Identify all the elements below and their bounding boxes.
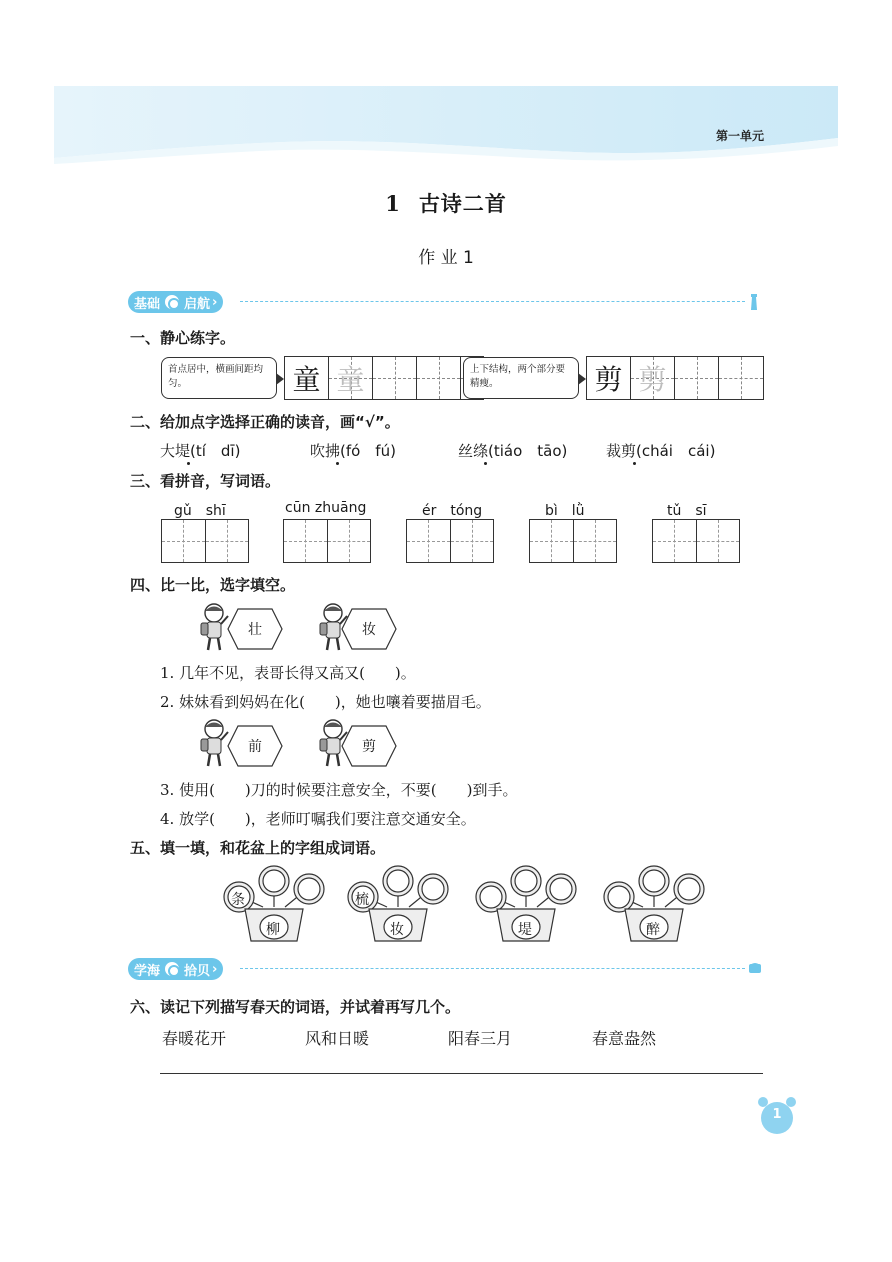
choice-hexagon bbox=[226, 724, 284, 768]
choice-hexagon bbox=[340, 724, 398, 768]
page-number: 1 bbox=[772, 1107, 782, 1122]
banner-divider bbox=[240, 968, 745, 969]
section-2-title: 二、给加点字选择正确的读音，画“√”。 bbox=[130, 413, 400, 431]
choice-hexagon bbox=[340, 607, 398, 651]
pot-character: 妆 bbox=[390, 922, 404, 938]
banner-left-text: 学海 bbox=[134, 963, 161, 979]
answer-grid[interactable] bbox=[283, 519, 371, 563]
question-item: 4. 放学( )，老师叮嘱我们要注意交通安全。 bbox=[160, 810, 476, 828]
page-number-badge bbox=[757, 1094, 797, 1136]
idiom-item: 春暖花开 bbox=[162, 1029, 227, 1048]
tip-bubble-2: 上下结构，两个部分要精瘦。 bbox=[463, 357, 579, 399]
homework-title: 作 业 1 bbox=[418, 248, 474, 268]
flower-pot bbox=[473, 865, 579, 943]
home-icon bbox=[163, 293, 181, 311]
banner-pill: 基础 启航 › bbox=[128, 291, 223, 313]
tip-bubble-1: 首点居中，横画间距均匀。 bbox=[161, 357, 277, 399]
banner-right-text: 拾贝 bbox=[184, 963, 211, 979]
grid-cell-sample bbox=[285, 357, 329, 399]
sample-character: 童 bbox=[292, 363, 321, 396]
writing-line[interactable] bbox=[160, 1073, 763, 1074]
emphasis-dot bbox=[187, 462, 190, 465]
answer-grid[interactable] bbox=[652, 519, 740, 563]
writing-grid-2 bbox=[586, 356, 764, 400]
pronunciation-items bbox=[160, 440, 760, 462]
banner-left-text: 基础 bbox=[134, 296, 161, 312]
lesson-title bbox=[0, 188, 892, 218]
emphasis-dot bbox=[484, 462, 487, 465]
lesson-number: 1 bbox=[385, 191, 401, 216]
flower-character: 梳 bbox=[355, 892, 369, 908]
banner-right-text: 启航 bbox=[184, 296, 211, 312]
choice-character: 剪 bbox=[362, 739, 376, 755]
lighthouse-icon bbox=[748, 293, 760, 311]
section-6-title: 六、读记下列描写春天的词语，并试着再写几个。 bbox=[130, 998, 461, 1016]
grid-cell-empty[interactable] bbox=[675, 357, 719, 399]
trace-character: 童 bbox=[336, 363, 365, 396]
grid-cell-empty[interactable] bbox=[719, 357, 763, 399]
banner-pill: 学海 拾贝 › bbox=[128, 958, 223, 980]
treasure-chest-icon bbox=[748, 960, 762, 974]
sample-character: 剪 bbox=[594, 363, 623, 396]
pot-character: 堤 bbox=[518, 922, 532, 938]
question-item: 2. 妹妹看到妈妈在化( )，她也嚷着要描眉毛。 bbox=[160, 693, 491, 711]
pronunciation-item[interactable]: 裁剪(chái cái) bbox=[606, 442, 716, 460]
grid-cell-empty[interactable] bbox=[373, 357, 417, 399]
shell-icon bbox=[163, 960, 181, 978]
choice-character: 壮 bbox=[248, 622, 262, 638]
trace-character: 剪 bbox=[638, 363, 667, 396]
section-1-title: 一、静心练字。 bbox=[130, 329, 236, 347]
pronunciation-item[interactable]: 丝绦(tiáo tāo) bbox=[458, 442, 568, 460]
choice-hexagon bbox=[226, 607, 284, 651]
pot-character: 柳 bbox=[266, 922, 280, 938]
banner-foundation bbox=[128, 291, 223, 313]
grid-cell-trace bbox=[329, 357, 373, 399]
pinyin-label: tǔ sī bbox=[667, 503, 707, 519]
pronunciation-item[interactable]: 大堤(tí dī) bbox=[160, 442, 241, 460]
lesson-name: 古诗二首 bbox=[418, 191, 507, 216]
section-4-title: 四、比一比，选字填空。 bbox=[130, 576, 296, 594]
answer-grid[interactable] bbox=[161, 519, 249, 563]
answer-grid[interactable] bbox=[406, 519, 494, 563]
section-5-title: 五、填一填，和花盆上的字组成词语。 bbox=[130, 839, 386, 857]
pinyin-label: ér tóng bbox=[422, 503, 483, 519]
flower-pot bbox=[345, 865, 451, 943]
choice-character: 妆 bbox=[362, 622, 376, 638]
banner-extension bbox=[128, 958, 223, 980]
question-item: 1. 几年不见，表哥长得又高又( )。 bbox=[160, 664, 416, 682]
grid-cell-trace bbox=[631, 357, 675, 399]
pinyin-label: cūn zhuāng bbox=[285, 500, 367, 516]
flower-pot bbox=[601, 865, 707, 943]
writing-grid-1 bbox=[284, 356, 484, 400]
pronunciation-item[interactable]: 吹拂(fó fú) bbox=[310, 442, 396, 460]
idiom-item: 风和日暖 bbox=[305, 1029, 370, 1048]
unit-label: 第一单元 bbox=[715, 129, 764, 143]
header-band bbox=[54, 86, 838, 164]
pot-character: 醉 bbox=[646, 922, 660, 938]
grid-cell-empty[interactable] bbox=[417, 357, 461, 399]
choice-character: 前 bbox=[248, 739, 262, 755]
pinyin-label: gǔ shī bbox=[174, 503, 226, 519]
emphasis-dot bbox=[633, 462, 636, 465]
pinyin-label: bì lǜ bbox=[545, 503, 585, 519]
question-item: 3. 使用( )刀的时候要注意安全，不要( )到手。 bbox=[160, 781, 518, 799]
grid-cell-sample bbox=[587, 357, 631, 399]
emphasis-dot bbox=[336, 462, 339, 465]
banner-divider bbox=[240, 301, 745, 302]
flower-character: 条 bbox=[231, 892, 245, 908]
section-3-title: 三、看拼音，写词语。 bbox=[130, 472, 281, 490]
flower-pot bbox=[221, 865, 327, 943]
idiom-item: 春意盎然 bbox=[592, 1029, 657, 1048]
idiom-item: 阳春三月 bbox=[448, 1029, 513, 1048]
answer-grid[interactable] bbox=[529, 519, 617, 563]
